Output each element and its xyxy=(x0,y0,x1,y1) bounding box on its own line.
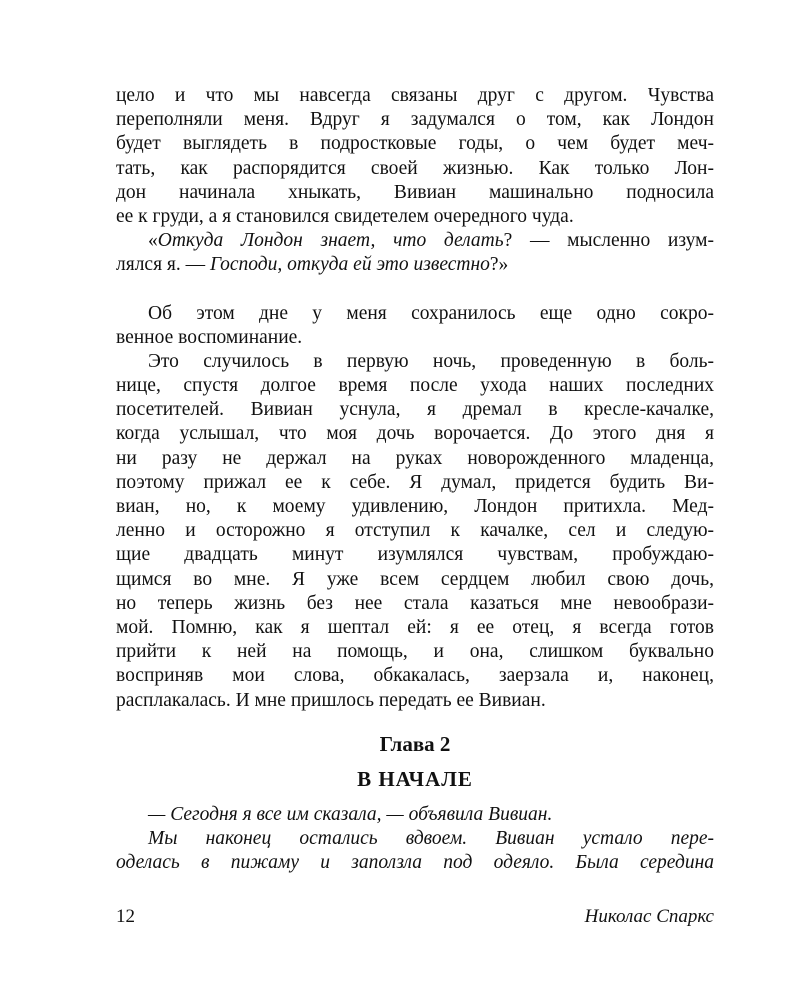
text-line: тать, как распорядится своей жизнью. Как только Лон- xyxy=(116,157,714,179)
running-footer-author: Николас Спаркс xyxy=(584,906,714,927)
quote-close: ?» xyxy=(489,254,509,276)
text-line: но теперь жизнь без нее стала казаться мне невообрази- xyxy=(116,592,714,614)
quote-italic: Господи, откуда ей это известно xyxy=(210,254,490,276)
text-line: щие двадцать минут изумлялся чувствам, пробуждаю- xyxy=(116,544,714,566)
text-line: цело и что мы навсегда связаны друг с другом. Чувства xyxy=(116,85,714,106)
text-line: оделась в пижаму и заползла под одеяло. Была середина xyxy=(116,852,714,874)
text-line: прийти к ней на помощь, и она, слишком буквально xyxy=(116,641,714,663)
quote-line xyxy=(116,229,714,253)
text-line: виан, но, к моему удивлению, Лондон притихла. Мед- xyxy=(116,496,714,517)
text-line: посетителей. Вивиан уснула, я дремал в кресле-качалке, xyxy=(116,399,714,421)
quote-text: ? — мысленно изум- xyxy=(503,230,714,252)
quote-text: лялся я. — xyxy=(116,254,211,276)
italic-passage xyxy=(116,803,714,876)
text-line: расплакалась. И мне пришлось передать ее Вивиан. xyxy=(116,689,546,711)
chapter-title: В НАЧАЛЕ xyxy=(357,767,473,791)
text-line: венное воспоминание. xyxy=(116,326,303,348)
text-line: когда услышал, что моя дочь ворочается. До этого дня я xyxy=(116,423,714,445)
body-text xyxy=(116,84,714,713)
chapter-number: Глава 2 xyxy=(379,732,451,756)
text-line: поэтому прижал ее к себе. Я думал, придется будить Ви- xyxy=(116,471,714,493)
text-line: ленно и осторожно я отступил к качалке, сел и следую- xyxy=(116,520,714,542)
text-line: Мы наконец остались вдвоем. Вивиан устало пере- xyxy=(148,828,714,850)
text-line: ее к груди, а я становился свидетелем очередного чуда. xyxy=(116,205,574,227)
text-line: мой. Помню, как я шептал ей: я ее отец, я всегда готов xyxy=(116,616,714,638)
quote-open: « xyxy=(148,230,158,252)
text-line: будет выглядеть в подростковые годы, о чем будет меч- xyxy=(116,133,714,155)
text-line: ни разу не держал на руках новорожденного младенца, xyxy=(116,447,714,469)
text-line: Об этом дне у меня сохранилось еще одно сокро- xyxy=(148,302,714,324)
section-break xyxy=(116,278,714,302)
text-line: щимся во мне. Я уже всем сердцем любил свою дочь, xyxy=(116,568,714,590)
text-line: нице, спустя долгое время после ухода наших последних xyxy=(116,375,714,397)
text-line: Это случилось в первую ночь, проведенную в боль- xyxy=(148,350,714,372)
text-line: — Сегодня я все им сказала, — объявила Вивиан. xyxy=(148,804,553,825)
text-line: дон начинала хныкать, Вивиан машинально подносила xyxy=(116,181,714,203)
quote-line xyxy=(116,253,714,277)
text-line: восприняв мои слова, обкакалась, заерзала и, наконец, xyxy=(116,665,714,687)
text-line: переполняли меня. Вдруг я задумался о том, как Лондон xyxy=(116,109,714,131)
quote-italic: Откуда Лондон знает, что делать xyxy=(157,230,504,252)
page-number: 12 xyxy=(116,906,135,927)
